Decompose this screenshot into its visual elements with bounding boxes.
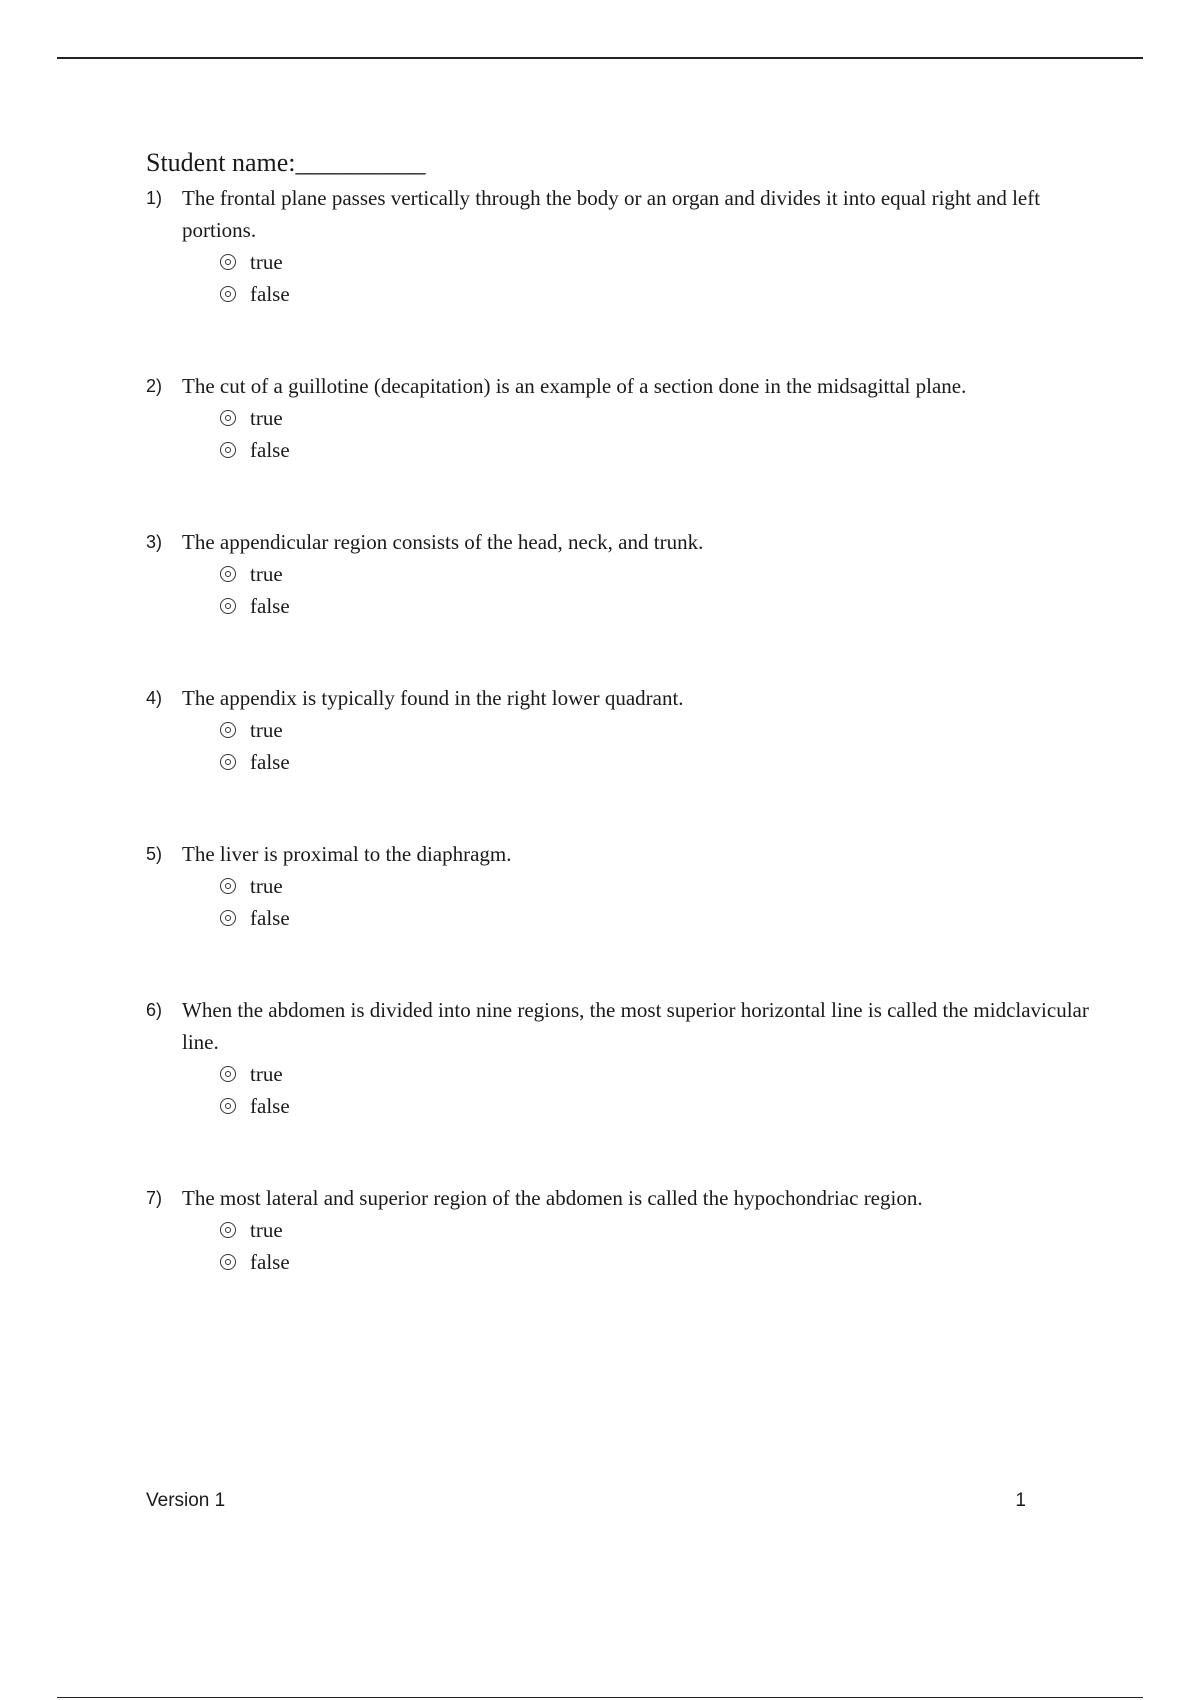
option-label: true — [250, 718, 283, 742]
question-text: The liver is proximal to the diaphragm. — [182, 842, 512, 866]
option-label: false — [250, 282, 290, 306]
option-true[interactable] — [220, 402, 1106, 434]
option-label: true — [250, 1218, 283, 1242]
page-footer — [146, 1490, 1026, 1512]
radio-icon[interactable] — [220, 598, 236, 614]
question-5 — [146, 838, 1106, 934]
option-false[interactable] — [220, 746, 1106, 778]
question-text: The frontal plane passes vertically through the body or an organ and divides it into equal right and left portions. — [182, 186, 1041, 242]
radio-icon[interactable] — [220, 566, 236, 582]
option-true[interactable] — [220, 1058, 1106, 1090]
radio-icon[interactable] — [220, 878, 236, 894]
radio-icon[interactable] — [220, 1254, 236, 1270]
radio-icon[interactable] — [220, 286, 236, 302]
answer-options — [220, 1058, 1106, 1122]
radio-icon[interactable] — [220, 754, 236, 770]
question-2 — [146, 370, 1106, 466]
option-false[interactable] — [220, 1090, 1106, 1122]
version-label: Version 1 — [146, 1490, 226, 1511]
option-true[interactable] — [220, 714, 1106, 746]
option-label: false — [250, 438, 290, 462]
header-rule — [57, 57, 1143, 59]
option-label: true — [250, 1062, 283, 1086]
radio-icon[interactable] — [220, 442, 236, 458]
option-label: true — [250, 562, 283, 586]
option-false[interactable] — [220, 902, 1106, 934]
radio-icon[interactable] — [220, 1066, 236, 1082]
question-number: 2) — [146, 376, 163, 396]
option-label: true — [250, 874, 283, 898]
question-text: When the abdomen is divided into nine regions, the most superior horizontal line is called the midclavicular line. — [182, 998, 1089, 1054]
answer-options — [220, 870, 1106, 934]
answer-options — [220, 1214, 1106, 1278]
answer-options — [220, 558, 1106, 622]
footer-rule — [57, 1697, 1143, 1698]
option-false[interactable] — [220, 278, 1106, 310]
question-number: 7) — [146, 1188, 163, 1208]
question-number: 1) — [146, 188, 163, 208]
question-text: The most lateral and superior region of the abdomen is called the hypochondriac region. — [182, 1186, 923, 1210]
option-true[interactable] — [220, 246, 1106, 278]
radio-icon[interactable] — [220, 1098, 236, 1114]
question-3 — [146, 526, 1106, 622]
radio-icon[interactable] — [220, 254, 236, 270]
option-true[interactable] — [220, 1214, 1106, 1246]
question-7 — [146, 1182, 1106, 1278]
radio-icon[interactable] — [220, 410, 236, 426]
answer-options — [220, 402, 1106, 466]
option-label: true — [250, 406, 283, 430]
radio-icon[interactable] — [220, 910, 236, 926]
student-name-label: Student name:__________ — [146, 148, 426, 177]
question-number: 5) — [146, 844, 163, 864]
option-label: false — [250, 906, 290, 930]
radio-icon[interactable] — [220, 1222, 236, 1238]
option-false[interactable] — [220, 590, 1106, 622]
question-number: 4) — [146, 688, 163, 708]
option-false[interactable] — [220, 1246, 1106, 1278]
option-label: false — [250, 750, 290, 774]
answer-options — [220, 246, 1106, 310]
option-true[interactable] — [220, 558, 1106, 590]
question-number: 6) — [146, 1000, 163, 1020]
option-false[interactable] — [220, 434, 1106, 466]
page-number: 1 — [1015, 1490, 1026, 1511]
option-label: false — [250, 594, 290, 618]
option-label: false — [250, 1094, 290, 1118]
question-text: The appendix is typically found in the right lower quadrant. — [182, 686, 684, 710]
radio-icon[interactable] — [220, 722, 236, 738]
question-text: The cut of a guillotine (decapitation) is an example of a section done in the midsagittal plane. — [182, 374, 967, 398]
option-label: true — [250, 250, 283, 274]
question-1 — [146, 182, 1106, 310]
option-true[interactable] — [220, 870, 1106, 902]
answer-options — [220, 714, 1106, 778]
question-number: 3) — [146, 532, 163, 552]
question-6 — [146, 994, 1106, 1122]
quiz-sheet — [146, 146, 1106, 1278]
question-text: The appendicular region consists of the head, neck, and trunk. — [182, 530, 704, 554]
question-4 — [146, 682, 1106, 778]
option-label: false — [250, 1250, 290, 1274]
